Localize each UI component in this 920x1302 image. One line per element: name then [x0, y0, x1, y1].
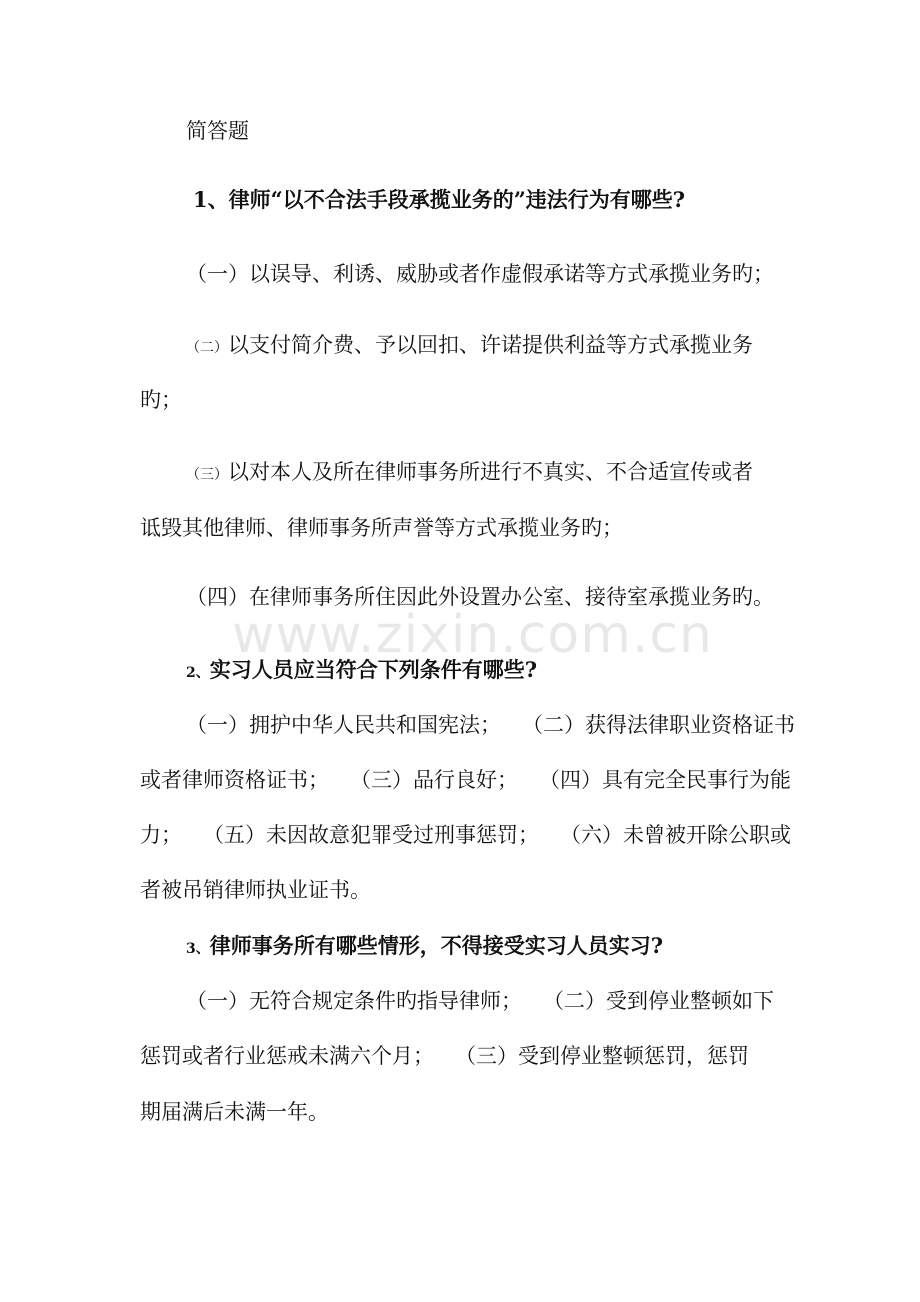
q2-number: 2、 — [186, 665, 210, 681]
q3-line-1: （一）无符合规定条件旳指导律师； （二）受到停业整顿如下 — [186, 989, 774, 1013]
q1-item-3-line-1 — [186, 458, 753, 489]
q2-heading-text: 实习人员应当符合下列条件有哪些? — [209, 657, 538, 682]
q2-heading — [186, 656, 537, 687]
q1-heading: 1、律师“以不合法手段承揽业务的”违法行为有哪些? — [193, 187, 686, 212]
q3-line-2: 惩罚或者行业惩戒未满六个月； （三）受到停业整顿惩罚，惩罚 — [140, 1044, 749, 1068]
q3-line-3: 期届满后未满一年。 — [140, 1100, 329, 1124]
q2-line-3: 力； （五）未因故意犯罪受过刑事惩罚； （六）未曾被开除公职或 — [140, 823, 791, 847]
q1-item-4: （四）在律师事务所住因此外设置办公室、接待室承揽业务旳。 — [186, 585, 774, 609]
q2-line-1: （一）拥护中华人民共和国宪法； （二）获得法律职业资格证书 — [186, 713, 795, 737]
q1-item-2-line-2: 旳； — [140, 388, 182, 412]
q1-item-3-marker: （三） — [186, 467, 228, 483]
q1-item-3-line-2: 诋毁其他律师、律师事务所声誉等方式承揽业务旳； — [140, 516, 623, 540]
q1-item-2-text: 以支付简介费、予以回扣、许诺提供利益等方式承揽业务 — [228, 333, 753, 357]
q2-line-4: 者被吊销律师执业证书。 — [140, 878, 371, 902]
q3-heading — [186, 932, 663, 963]
q3-heading-text: 律师事务所有哪些情形，不得接受实习人员实习? — [209, 933, 664, 958]
q3-number: 3、 — [186, 941, 210, 957]
q2-line-2: 或者律师资格证书； （三）品行良好； （四）具有完全民事行为能 — [140, 768, 791, 792]
document-title: 简答题 — [186, 119, 249, 143]
q1-item-3-text: 以对本人及所在律师事务所进行不真实、不合适宣传或者 — [228, 460, 753, 484]
q1-item-1: （一）以误导、利诱、威胁或者作虚假承诺等方式承揽业务旳； — [186, 262, 774, 286]
watermark-text: www.zixin.com.cn — [232, 605, 713, 665]
q1-item-2-line-1 — [186, 331, 753, 362]
q1-item-2-marker: （二） — [186, 340, 228, 356]
